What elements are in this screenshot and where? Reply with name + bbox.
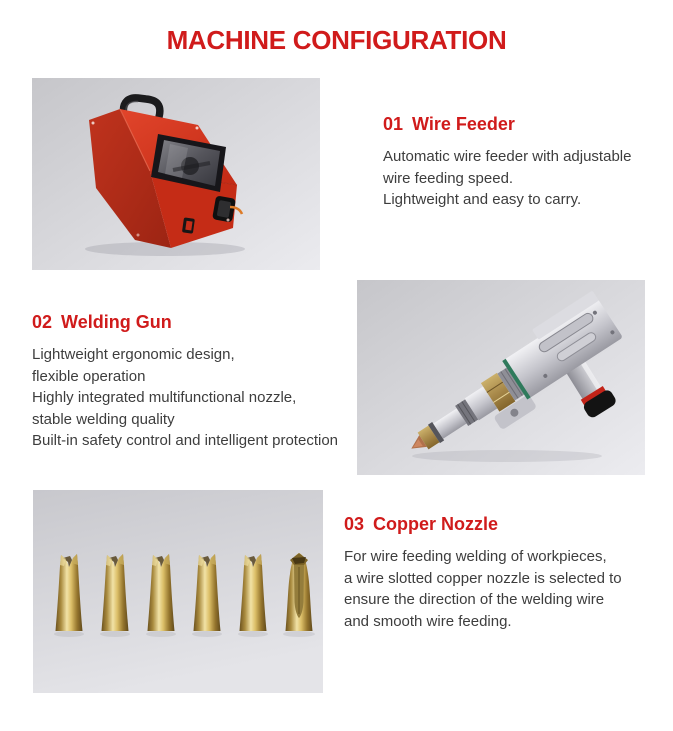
- description-line: Highly integrated multifunctional nozzle,: [32, 389, 297, 406]
- section-heading-wire-feeder: [383, 112, 631, 136]
- description-line: Built-in safety control and intelligent protection: [32, 432, 339, 449]
- section-number: 02: [32, 312, 53, 332]
- section-heading-copper-nozzle: [344, 512, 622, 536]
- description-line: and smooth wire feeding.: [344, 612, 512, 630]
- section-heading-welding-gun: [32, 310, 338, 334]
- section-name: Copper Nozzle: [373, 514, 499, 534]
- description-line: For wire feeding welding of workpieces,: [344, 548, 607, 565]
- copper-nozzle-photo: [33, 490, 323, 693]
- description-line: stable welding quality: [32, 410, 175, 428]
- page-title: MACHINE CONFIGURATION: [166, 25, 507, 55]
- power-switch: [182, 217, 195, 233]
- description-line: Lightweight and easy to carry.: [383, 191, 582, 208]
- welding-gun-illustration: [357, 280, 645, 475]
- wire-feeder-photo: [32, 78, 320, 270]
- connector-port: [212, 195, 236, 222]
- section-number: 03: [344, 514, 365, 534]
- section-number: 01: [383, 114, 404, 134]
- section-welding-gun: [32, 310, 338, 452]
- description-line: Lightweight ergonomic design,: [32, 346, 235, 363]
- section-wire-feeder: [383, 112, 631, 211]
- wire-feeder-illustration: [32, 78, 320, 270]
- section-copper-nozzle: [344, 512, 622, 632]
- section-name: Wire Feeder: [412, 114, 515, 134]
- description-line: a wire slotted copper nozzle is selected to: [344, 569, 622, 587]
- copper-nozzle-illustration: [33, 490, 323, 693]
- description-line: ensure the direction of the welding wire: [344, 591, 605, 608]
- welding-gun-photo: [357, 280, 645, 475]
- description-line: wire feeding speed.: [383, 169, 514, 187]
- description-line: Automatic wire feeder with adjustable: [383, 148, 632, 165]
- section-name: Welding Gun: [61, 312, 172, 332]
- description-line: flexible operation: [32, 367, 146, 385]
